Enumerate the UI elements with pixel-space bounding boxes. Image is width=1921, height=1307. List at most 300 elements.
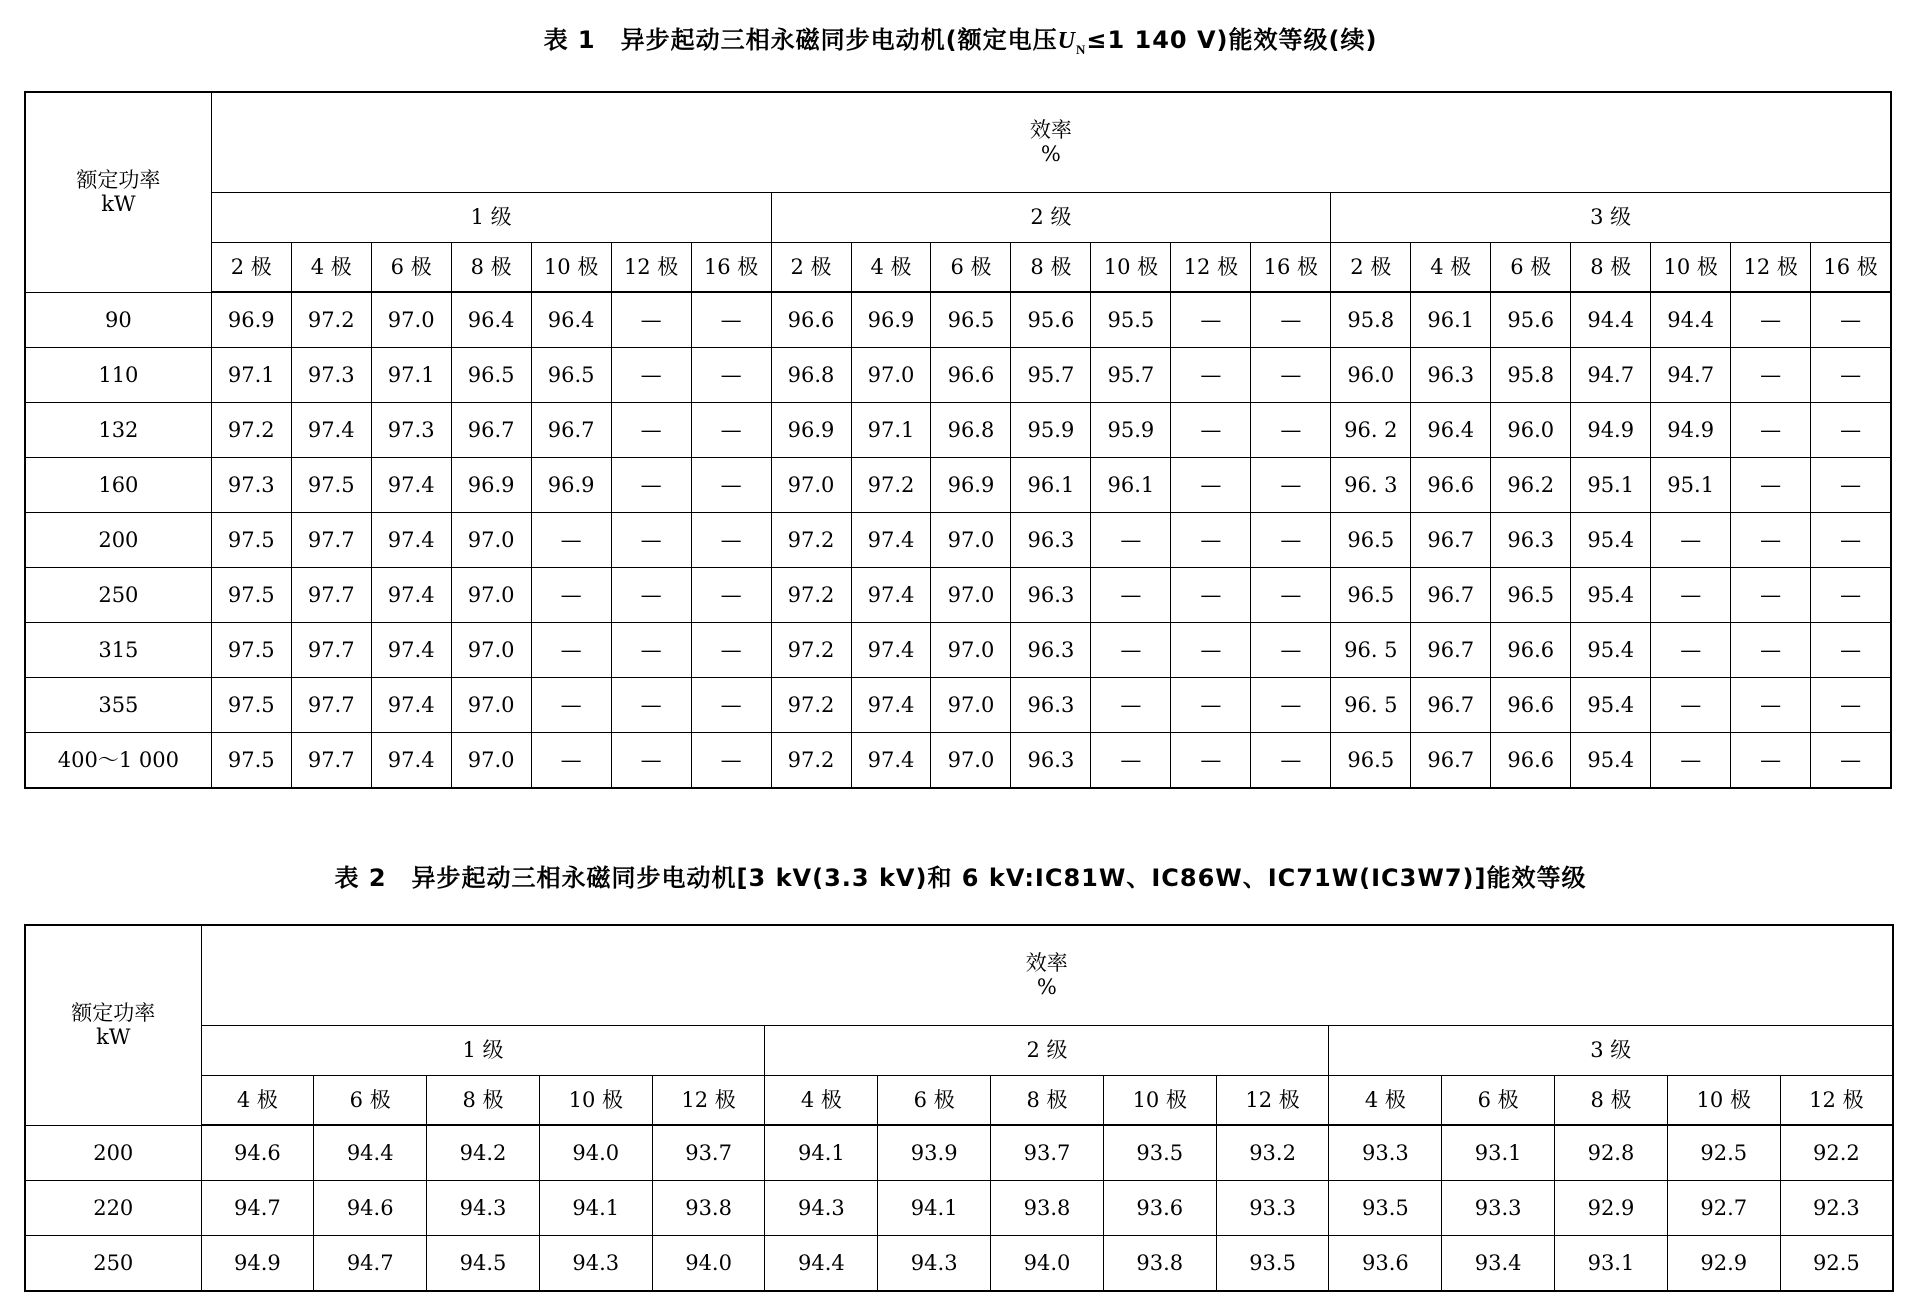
efficiency-cell: — — [1251, 623, 1331, 678]
efficiency-cell: 97.3 — [291, 348, 371, 403]
efficiency-cell: — — [691, 568, 771, 623]
efficiency-cell: 96.6 — [931, 348, 1011, 403]
efficiency-cell: — — [611, 568, 691, 623]
efficiency-cell: — — [691, 458, 771, 513]
efficiency-cell: 96.4 — [1411, 403, 1491, 458]
efficiency-cell: 96.0 — [1491, 403, 1571, 458]
table1-pole-header: 6 极 — [931, 242, 1011, 292]
efficiency-cell: — — [691, 733, 771, 789]
efficiency-cell: 96.6 — [771, 292, 851, 348]
table2-grade-header: 1 级 — [201, 1025, 765, 1075]
efficiency-cell: 94.5 — [427, 1236, 540, 1292]
efficiency-cell: 95.1 — [1571, 458, 1651, 513]
table1-pole-header: 2 极 — [211, 242, 291, 292]
efficiency-cell: 97.5 — [211, 678, 291, 733]
efficiency-cell: — — [691, 623, 771, 678]
efficiency-cell: 97.5 — [291, 458, 371, 513]
efficiency-cell: — — [1091, 568, 1171, 623]
table2-grade-header: 2 级 — [765, 1025, 1329, 1075]
table2-pole-header: 10 极 — [539, 1075, 652, 1125]
efficiency-cell: 93.6 — [1103, 1181, 1216, 1236]
efficiency-cell: 96.5 — [451, 348, 531, 403]
efficiency-cell: 97.5 — [211, 568, 291, 623]
efficiency-cell: — — [1171, 403, 1251, 458]
efficiency-cell: 97.5 — [211, 623, 291, 678]
efficiency-cell: 94.0 — [991, 1236, 1104, 1292]
efficiency-cell: — — [1251, 568, 1331, 623]
efficiency-cell: 96.5 — [931, 292, 1011, 348]
efficiency-cell: — — [611, 513, 691, 568]
efficiency-cell: — — [1091, 623, 1171, 678]
efficiency-cell: 97.4 — [851, 678, 931, 733]
efficiency-cell: 94.4 — [1651, 292, 1731, 348]
efficiency-cell: — — [691, 678, 771, 733]
efficiency-cell: 95.8 — [1491, 348, 1571, 403]
efficiency-cell: 94.9 — [1571, 403, 1651, 458]
efficiency-cell: 97.2 — [771, 623, 851, 678]
efficiency-cell: 95.4 — [1571, 733, 1651, 789]
efficiency-cell: 97.7 — [291, 568, 371, 623]
table2-pole-header: 12 极 — [1780, 1075, 1893, 1125]
efficiency-cell: 96.7 — [1411, 513, 1491, 568]
efficiency-cell: — — [691, 513, 771, 568]
efficiency-cell: 96.9 — [531, 458, 611, 513]
efficiency-cell: 97.1 — [371, 348, 451, 403]
efficiency-cell: 94.9 — [1651, 403, 1731, 458]
efficiency-cell: 96.6 — [1491, 623, 1571, 678]
efficiency-cell: 97.7 — [291, 678, 371, 733]
table2-pole-header: 12 极 — [652, 1075, 765, 1125]
table2-pole-header: 8 极 — [991, 1075, 1104, 1125]
efficiency-cell: 94.3 — [878, 1236, 991, 1292]
efficiency-cell: — — [1811, 292, 1891, 348]
efficiency-cell: 96.1 — [1091, 458, 1171, 513]
table1-grade-header: 2 级 — [771, 192, 1331, 242]
efficiency-cell: 97.0 — [931, 678, 1011, 733]
efficiency-cell: — — [1811, 458, 1891, 513]
table1-pole-header: 4 极 — [851, 242, 931, 292]
efficiency-cell: 93.6 — [1329, 1236, 1442, 1292]
efficiency-cell: — — [691, 403, 771, 458]
efficiency-cell: 94.3 — [539, 1236, 652, 1292]
efficiency-cell: 97.0 — [931, 733, 1011, 789]
efficiency-cell: 92.9 — [1667, 1236, 1780, 1292]
efficiency-cell: 92.9 — [1555, 1181, 1668, 1236]
table1-pole-header: 16 极 — [1251, 242, 1331, 292]
table2-pole-header: 8 极 — [1555, 1075, 1668, 1125]
efficiency-cell: — — [1171, 292, 1251, 348]
efficiency-cell: 94.0 — [539, 1125, 652, 1181]
efficiency-cell: — — [1171, 513, 1251, 568]
efficiency-cell: 95.4 — [1571, 678, 1651, 733]
table1-pole-header: 8 极 — [1571, 242, 1651, 292]
table2-grade-header: 3 级 — [1329, 1025, 1893, 1075]
table-row — [25, 292, 1891, 348]
efficiency-cell: — — [1251, 348, 1331, 403]
efficiency-cell: 97.0 — [931, 568, 1011, 623]
rated-power-cell: 355 — [25, 678, 211, 733]
efficiency-cell: 96.3 — [1011, 678, 1091, 733]
table-row — [25, 733, 1891, 789]
rated-power-cell: 250 — [25, 568, 211, 623]
efficiency-cell: — — [1251, 733, 1331, 789]
table1-pole-header: 12 极 — [1731, 242, 1811, 292]
efficiency-cell: 96.0 — [1331, 348, 1411, 403]
efficiency-cell: — — [1091, 513, 1171, 568]
efficiency-cell: — — [1811, 513, 1891, 568]
efficiency-cell: 96.1 — [1011, 458, 1091, 513]
efficiency-cell: 96.8 — [771, 348, 851, 403]
efficiency-cell: — — [1251, 678, 1331, 733]
efficiency-cell: 97.0 — [851, 348, 931, 403]
efficiency-cell: 97.4 — [851, 733, 931, 789]
table1-pole-header: 2 极 — [1331, 242, 1411, 292]
efficiency-cell: — — [1731, 623, 1811, 678]
efficiency-cell: 94.3 — [765, 1181, 878, 1236]
rated-power-cell: 200 — [25, 513, 211, 568]
table1-caption-prefix: 表 1 异步起动三相永磁同步电动机(额定电压 — [543, 26, 1058, 54]
efficiency-cell: 97.0 — [451, 513, 531, 568]
efficiency-cell: 92.5 — [1667, 1125, 1780, 1181]
table1-pole-header: 8 极 — [451, 242, 531, 292]
efficiency-cell: 95.6 — [1011, 292, 1091, 348]
table1-pole-header: 10 极 — [1651, 242, 1731, 292]
efficiency-cell: 96.4 — [451, 292, 531, 348]
efficiency-cell: 93.2 — [1216, 1125, 1329, 1181]
table1-pole-header: 2 极 — [771, 242, 851, 292]
efficiency-cell: 95.9 — [1091, 403, 1171, 458]
table2-efficiency-header: 效率 % — [201, 925, 1893, 1025]
efficiency-cell: 93.4 — [1442, 1236, 1555, 1292]
efficiency-cell: — — [1171, 568, 1251, 623]
efficiency-cell: 94.4 — [1571, 292, 1651, 348]
efficiency-cell: 96.3 — [1011, 568, 1091, 623]
efficiency-cell: 94.6 — [314, 1181, 427, 1236]
efficiency-cell: — — [1811, 348, 1891, 403]
efficiency-cell: 97.4 — [371, 568, 451, 623]
table2-pole-header: 6 极 — [1442, 1075, 1555, 1125]
table2-pole-header: 8 极 — [427, 1075, 540, 1125]
rated-power-cell: 90 — [25, 292, 211, 348]
table1-efficiency-header: 效率 % — [211, 92, 1891, 192]
efficiency-cell: 97.0 — [931, 623, 1011, 678]
efficiency-cell: — — [531, 568, 611, 623]
efficiency-cell: — — [1731, 513, 1811, 568]
efficiency-cell: 93.7 — [652, 1125, 765, 1181]
table1-caption — [0, 20, 1921, 58]
efficiency-cell: 95.4 — [1571, 623, 1651, 678]
efficiency-cell: 93.3 — [1216, 1181, 1329, 1236]
efficiency-cell: 92.2 — [1780, 1125, 1893, 1181]
efficiency-cell: — — [1811, 403, 1891, 458]
efficiency-cell: 97.1 — [211, 348, 291, 403]
efficiency-cell: — — [1171, 623, 1251, 678]
efficiency-cell: 92.5 — [1780, 1236, 1893, 1292]
efficiency-cell: 94.0 — [652, 1236, 765, 1292]
efficiency-cell: 97.5 — [211, 733, 291, 789]
efficiency-cell: — — [531, 733, 611, 789]
efficiency-cell: 96.5 — [1491, 568, 1571, 623]
rated-power-cell: 200 — [25, 1125, 201, 1181]
efficiency-cell: 96.3 — [1011, 623, 1091, 678]
efficiency-cell: 95.4 — [1571, 568, 1651, 623]
efficiency-cell: 94.2 — [427, 1125, 540, 1181]
efficiency-cell: 97.0 — [771, 458, 851, 513]
efficiency-cell: 96.8 — [931, 403, 1011, 458]
efficiency-cell: 96.7 — [531, 403, 611, 458]
table2-pole-header: 10 极 — [1103, 1075, 1216, 1125]
efficiency-cell: — — [1731, 733, 1811, 789]
efficiency-cell: 97.4 — [851, 623, 931, 678]
efficiency-cell: 92.3 — [1780, 1181, 1893, 1236]
table1-grade-header: 1 级 — [211, 192, 771, 242]
efficiency-cell: — — [611, 348, 691, 403]
efficiency-cell: — — [691, 292, 771, 348]
table-row — [25, 403, 1891, 458]
efficiency-cell: — — [611, 623, 691, 678]
efficiency-cell: — — [611, 458, 691, 513]
efficiency-cell: 97.2 — [851, 458, 931, 513]
efficiency-cell: 96.5 — [531, 348, 611, 403]
efficiency-cell: — — [611, 733, 691, 789]
efficiency-cell: 92.8 — [1555, 1125, 1668, 1181]
table2-pole-header: 4 极 — [1329, 1075, 1442, 1125]
table2-pole-header: 4 极 — [201, 1075, 314, 1125]
efficiency-cell: — — [531, 678, 611, 733]
rated-power-cell: 110 — [25, 348, 211, 403]
efficiency-cell: 95.9 — [1011, 403, 1091, 458]
efficiency-cell: 96.6 — [1411, 458, 1491, 513]
efficiency-cell: — — [1811, 678, 1891, 733]
efficiency-cell: — — [531, 623, 611, 678]
efficiency-cell: 97.4 — [371, 623, 451, 678]
efficiency-cell: 95.6 — [1491, 292, 1571, 348]
efficiency-cell: 94.1 — [539, 1181, 652, 1236]
efficiency-cell: — — [691, 348, 771, 403]
efficiency-cell: 93.3 — [1442, 1181, 1555, 1236]
efficiency-cell: 96.9 — [771, 403, 851, 458]
efficiency-cell: 97.5 — [211, 513, 291, 568]
rated-power-cell: 315 — [25, 623, 211, 678]
efficiency-cell: — — [1651, 678, 1731, 733]
table-row — [25, 623, 1891, 678]
efficiency-cell: 97.2 — [211, 403, 291, 458]
efficiency-cell: — — [611, 678, 691, 733]
efficiency-cell: — — [1171, 678, 1251, 733]
efficiency-cell: 97.2 — [771, 733, 851, 789]
efficiency-cell: 97.4 — [371, 458, 451, 513]
efficiency-cell: 97.7 — [291, 623, 371, 678]
efficiency-cell: 97.4 — [851, 568, 931, 623]
efficiency-cell: 94.4 — [314, 1125, 427, 1181]
efficiency-cell: 95.1 — [1651, 458, 1731, 513]
efficiency-cell: — — [1091, 678, 1171, 733]
efficiency-cell: 93.5 — [1329, 1181, 1442, 1236]
efficiency-cell: 94.1 — [878, 1181, 991, 1236]
efficiency-cell: 93.8 — [652, 1181, 765, 1236]
table1-rated-power-header: 额定功率 kW — [25, 92, 211, 292]
table1-grade-header: 3 级 — [1331, 192, 1891, 242]
efficiency-cell: 97.4 — [371, 678, 451, 733]
efficiency-cell: 94.9 — [201, 1236, 314, 1292]
efficiency-cell: 96.9 — [931, 458, 1011, 513]
efficiency-cell: 96.2 — [1491, 458, 1571, 513]
rated-power-cell: 400～1 000 — [25, 733, 211, 789]
efficiency-cell: — — [1651, 623, 1731, 678]
rated-power-cell: 250 — [25, 1236, 201, 1292]
table2-caption: 表 2 异步起动三相永磁同步电动机[3 kV(3.3 kV)和 6 kV:IC81W、IC86W、IC71W(IC3W7)]能效等级 — [334, 864, 1587, 892]
efficiency-cell: 96.9 — [211, 292, 291, 348]
efficiency-cell: 94.6 — [201, 1125, 314, 1181]
efficiency-cell: 94.1 — [765, 1125, 878, 1181]
table2 — [24, 924, 1894, 1292]
efficiency-cell: 95.5 — [1091, 292, 1171, 348]
table1-pole-header: 4 极 — [291, 242, 371, 292]
table1-pole-header: 6 极 — [1491, 242, 1571, 292]
efficiency-cell: 97.2 — [771, 678, 851, 733]
efficiency-cell: 96.7 — [451, 403, 531, 458]
table1-pole-header: 10 极 — [531, 242, 611, 292]
efficiency-cell: — — [1811, 623, 1891, 678]
efficiency-cell: — — [1811, 733, 1891, 789]
efficiency-cell: 93.9 — [878, 1125, 991, 1181]
table1-pole-header: 16 极 — [1811, 242, 1891, 292]
efficiency-cell: — — [1171, 348, 1251, 403]
table-row — [25, 458, 1891, 513]
table1-pole-header: 10 极 — [1091, 242, 1171, 292]
rated-power-cell: 132 — [25, 403, 211, 458]
table1 — [24, 91, 1892, 789]
efficiency-cell: — — [611, 403, 691, 458]
efficiency-cell: 96.6 — [1491, 678, 1571, 733]
efficiency-cell: 96.6 — [1491, 733, 1571, 789]
efficiency-cell: 96.3 — [1011, 513, 1091, 568]
efficiency-cell: 97.0 — [451, 678, 531, 733]
table1-caption-suffix: ≤1 140 V)能效等级(续) — [1086, 26, 1378, 54]
efficiency-cell: 95.7 — [1011, 348, 1091, 403]
efficiency-cell: — — [1731, 458, 1811, 513]
efficiency-cell: 93.5 — [1103, 1125, 1216, 1181]
efficiency-cell: 96.7 — [1411, 733, 1491, 789]
table2-pole-header: 6 极 — [314, 1075, 427, 1125]
efficiency-cell: 96.7 — [1411, 678, 1491, 733]
efficiency-cell: 93.3 — [1329, 1125, 1442, 1181]
efficiency-cell: — — [1731, 348, 1811, 403]
efficiency-cell: 94.7 — [1571, 348, 1651, 403]
efficiency-cell: 93.8 — [991, 1181, 1104, 1236]
table1-pole-header: 16 极 — [691, 242, 771, 292]
efficiency-cell: — — [1651, 568, 1731, 623]
efficiency-cell: 96.5 — [1331, 733, 1411, 789]
efficiency-cell: 97.0 — [371, 292, 451, 348]
efficiency-cell: 95.7 — [1091, 348, 1171, 403]
efficiency-cell: — — [1171, 733, 1251, 789]
efficiency-cell: 94.4 — [765, 1236, 878, 1292]
table-row — [25, 348, 1891, 403]
efficiency-cell: — — [1091, 733, 1171, 789]
efficiency-cell: — — [1731, 292, 1811, 348]
efficiency-cell: 97.3 — [371, 403, 451, 458]
efficiency-cell: — — [1651, 733, 1731, 789]
table1-pole-header: 4 极 — [1411, 242, 1491, 292]
efficiency-cell: — — [1251, 458, 1331, 513]
efficiency-cell: 97.0 — [451, 568, 531, 623]
table2-pole-header: 6 极 — [878, 1075, 991, 1125]
rated-power-cell: 160 — [25, 458, 211, 513]
efficiency-cell: — — [1251, 403, 1331, 458]
efficiency-cell: 97.4 — [371, 733, 451, 789]
efficiency-cell: 93.5 — [1216, 1236, 1329, 1292]
efficiency-cell: 93.1 — [1555, 1236, 1668, 1292]
table1-caption-symbol: $U_N$ — [1057, 28, 1087, 57]
table-row — [25, 513, 1891, 568]
efficiency-cell: 96.7 — [1411, 568, 1491, 623]
efficiency-cell: 93.7 — [991, 1125, 1104, 1181]
efficiency-cell: 93.1 — [1442, 1125, 1555, 1181]
rated-power-cell: 220 — [25, 1181, 201, 1236]
efficiency-cell: 96. 5 — [1331, 678, 1411, 733]
table1-pole-header: 12 极 — [611, 242, 691, 292]
efficiency-cell: 96.3 — [1491, 513, 1571, 568]
table-row — [25, 678, 1891, 733]
efficiency-cell: — — [1811, 568, 1891, 623]
table1-pole-header: 8 极 — [1011, 242, 1091, 292]
table-row — [25, 568, 1891, 623]
efficiency-cell: 96.4 — [531, 292, 611, 348]
efficiency-cell: 97.7 — [291, 733, 371, 789]
efficiency-cell: 97.4 — [291, 403, 371, 458]
efficiency-cell: 95.4 — [1571, 513, 1651, 568]
efficiency-cell: 96.9 — [451, 458, 531, 513]
table-row — [25, 1236, 1893, 1292]
efficiency-cell: 96. 5 — [1331, 623, 1411, 678]
efficiency-cell: 97.7 — [291, 513, 371, 568]
efficiency-cell: 94.3 — [427, 1181, 540, 1236]
efficiency-cell: — — [1651, 513, 1731, 568]
table2-pole-header: 4 极 — [765, 1075, 878, 1125]
efficiency-cell: 95.8 — [1331, 292, 1411, 348]
efficiency-cell: 94.7 — [201, 1181, 314, 1236]
efficiency-cell: 96.5 — [1331, 568, 1411, 623]
efficiency-cell: 94.7 — [1651, 348, 1731, 403]
efficiency-cell: 96.5 — [1331, 513, 1411, 568]
efficiency-cell: — — [611, 292, 691, 348]
efficiency-cell: 92.7 — [1667, 1181, 1780, 1236]
efficiency-cell: — — [1171, 458, 1251, 513]
table1-pole-header: 6 极 — [371, 242, 451, 292]
efficiency-cell: 96. 3 — [1331, 458, 1411, 513]
efficiency-cell: — — [1731, 678, 1811, 733]
efficiency-cell: 97.0 — [451, 733, 531, 789]
table2-pole-header: 10 极 — [1667, 1075, 1780, 1125]
table-row — [25, 1181, 1893, 1236]
efficiency-cell: 97.3 — [211, 458, 291, 513]
table1-pole-header: 12 极 — [1171, 242, 1251, 292]
efficiency-cell: — — [531, 513, 611, 568]
efficiency-cell: 96. 2 — [1331, 403, 1411, 458]
table2-pole-header: 12 极 — [1216, 1075, 1329, 1125]
efficiency-cell: 97.4 — [371, 513, 451, 568]
efficiency-cell: 96.1 — [1411, 292, 1491, 348]
efficiency-cell: 97.2 — [771, 568, 851, 623]
efficiency-cell: 94.7 — [314, 1236, 427, 1292]
efficiency-cell: — — [1251, 513, 1331, 568]
efficiency-cell: 97.0 — [451, 623, 531, 678]
efficiency-cell: 96.9 — [851, 292, 931, 348]
efficiency-cell: 97.2 — [771, 513, 851, 568]
efficiency-cell: 96.7 — [1411, 623, 1491, 678]
efficiency-cell: — — [1251, 292, 1331, 348]
